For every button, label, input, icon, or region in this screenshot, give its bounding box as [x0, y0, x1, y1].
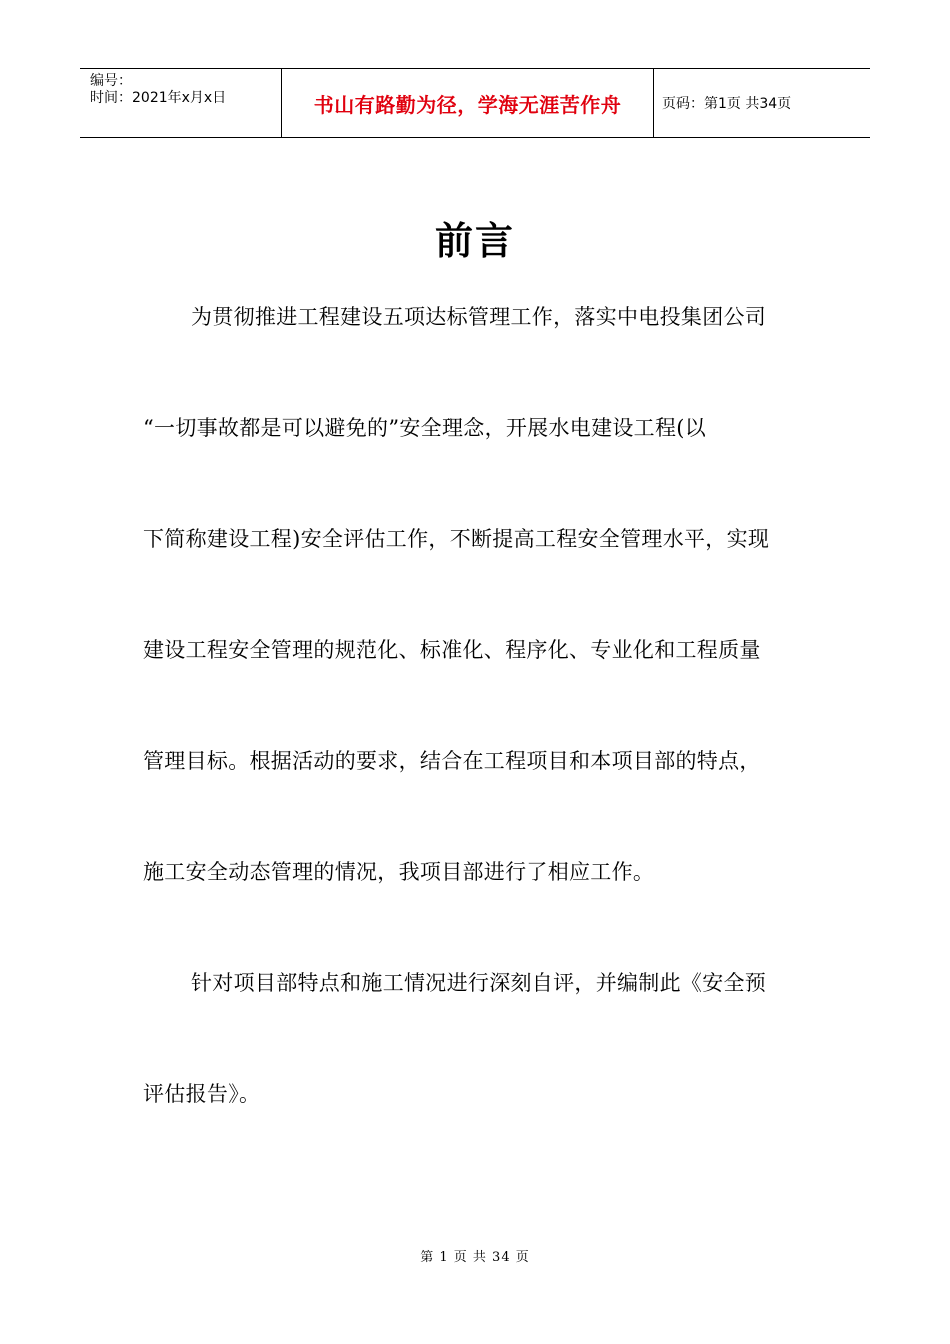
- header-motto: 书山有路勤为径，学海无涯苦作舟: [313, 92, 622, 117]
- body-line: “一切事故都是可以避免的”安全理念，开展水电建设工程(以: [143, 416, 707, 440]
- page-title: 前言: [434, 219, 515, 263]
- document-number-label: 编号：: [90, 73, 132, 89]
- body-line: 为贯彻推进工程建设五项达标管理工作，落实中电投集团公司: [191, 305, 767, 329]
- body-line: 施工安全动态管理的情况，我项目部进行了相应工作。: [143, 860, 655, 884]
- body-line: 管理目标。根据活动的要求，结合在工程项目和本项目部的特点，: [143, 749, 761, 773]
- page-footer: 第 1 页 共 34 页: [420, 1250, 530, 1265]
- body-line: 建设工程安全管理的规范化、标准化、程序化、专业化和工程质量: [143, 638, 761, 662]
- header-meta: [80, 69, 282, 137]
- header-page-info: 页码：第1页 共34页: [662, 96, 792, 112]
- header-motto-cell: [282, 69, 654, 137]
- document-date: 时间：2021年x月x日: [90, 90, 227, 106]
- body-line: 评估报告》。: [143, 1082, 261, 1106]
- body-line: 针对项目部特点和施工情况进行深刻自评，并编制此《安全预: [191, 971, 767, 995]
- page-header: [80, 68, 870, 138]
- preface-body: [143, 262, 807, 1150]
- body-line: 下简称建设工程)安全评估工作，不断提高工程安全管理水平，实现: [143, 527, 770, 551]
